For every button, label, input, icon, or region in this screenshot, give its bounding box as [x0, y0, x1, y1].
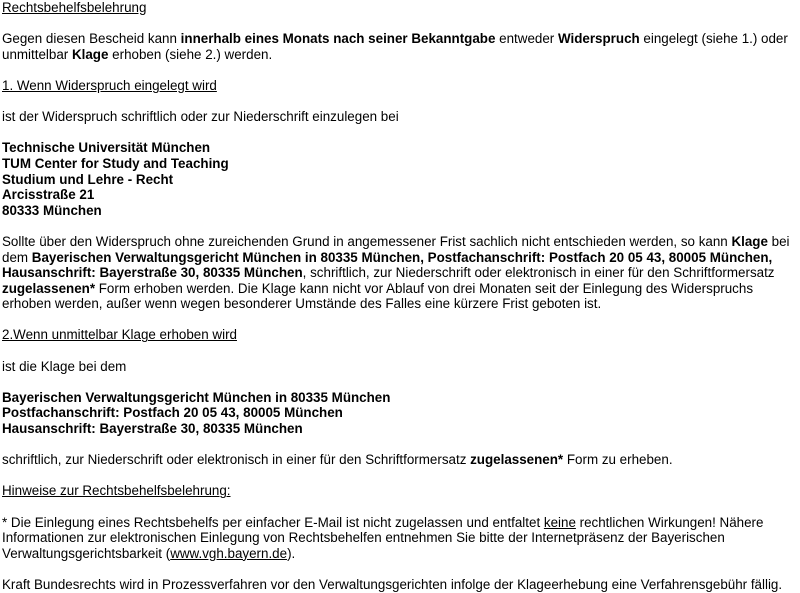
text: * Die Einlegung eines Rechtsbehelfs per einfacher E-Mail ist nicht zugelassen und entfaltet: [2, 514, 544, 530]
emphasis: Klage: [731, 233, 768, 249]
court-address-line: Bayerischen Verwaltungsgericht München in 80335 München: [2, 389, 391, 405]
emphasis: innerhalb eines Monats nach seiner Bekanntgabe: [180, 31, 496, 47]
intro-line-2: [2, 47, 800, 63]
fee-notice: Kraft Bundesrechts wird in Prozessverfahren vor den Verwaltungsgerichten infolge der Klageerhebung eine Verfahrensgebühr fällig.: [2, 576, 783, 592]
text: Form zu erheben.: [563, 452, 673, 468]
section2-heading: 2.Wenn unmittelbar Klage erhoben wird: [2, 327, 237, 343]
text: bei: [767, 233, 790, 249]
emphasis: Hausanschrift: Bayerstraße 30, 80335 München: [2, 265, 303, 281]
text: , schriftlich, zur Niederschrift oder elektronisch in einer für den Schriftformersatz: [302, 265, 775, 281]
section1-paragraph-line-4: [2, 281, 800, 297]
text: Gegen diesen Bescheid kann: [2, 31, 181, 47]
emphasis: zugelassenen*: [2, 280, 96, 296]
legal-remedy-document: [2, 0, 800, 593]
section2-lead: ist die Klage bei dem: [2, 358, 127, 374]
text: Sollte über den Widerspruch ohne zureichenden Grund in angemessener Frist sachlich nicht entschieden werden, so kann: [2, 233, 732, 249]
section1-lead: ist der Widerspruch schriftlich oder zur Niederschrift einzulegen bei: [2, 109, 399, 125]
address-line: 80333 München: [2, 202, 102, 218]
section1-heading: 1. Wenn Widerspruch eingelegt wird: [2, 77, 217, 93]
section2-closing: [2, 452, 800, 468]
hints-line-1: [2, 515, 800, 531]
text: dem: [2, 249, 32, 265]
text: ).: [287, 545, 296, 561]
court-address-line: Hausanschrift: Bayerstraße 30, 80335 München: [2, 421, 303, 437]
underlined-text: keine: [543, 514, 576, 530]
court-address-line: Postfachanschrift: Postfach 20 05 43, 80005 München: [2, 405, 343, 421]
emphasis: Klage: [71, 46, 109, 62]
hints-heading: Hinweise zur Rechtsbehelfsbelehrung:: [2, 483, 231, 499]
text: Form erhoben werden. Die Klage kann nicht vor Ablauf von drei Monaten seit der Einlegung des Widerspruchs: [95, 280, 754, 296]
address-line: Arcisstraße 21: [2, 187, 95, 203]
text: schriftlich, zur Niederschrift oder elektronisch in einer für den Schriftformersatz: [2, 452, 471, 468]
intro-line-1: [2, 31, 800, 47]
vgh-website-link[interactable]: www.vgh.bayern.de: [170, 545, 288, 561]
address-line: Technische Universität München: [2, 140, 211, 156]
section1-paragraph-line-3: [2, 265, 800, 281]
document-title: Rechtsbehelfsbelehrung: [2, 0, 147, 15]
address-line: Studium und Lehre - Recht: [2, 171, 174, 187]
emphasis: Widerspruch: [557, 31, 640, 47]
text: rechtlichen Wirkungen! Nähere: [575, 514, 764, 530]
section1-paragraph-line-2: [2, 250, 800, 266]
section1-paragraph-line-1: [2, 234, 800, 250]
text: erhoben (siehe 2.) werden.: [108, 46, 273, 62]
address-line: TUM Center for Study and Teaching: [2, 155, 229, 171]
text: eingelegt (siehe 1.) oder: [639, 31, 788, 47]
hints-line-2: Informationen zur elektronischen Einlegung von Rechtsbehelfen entnehmen Sie bitte der Internetpräsenz der Bayerischen: [2, 530, 725, 546]
text: unmittelbar: [2, 46, 72, 62]
emphasis: Bayerischen Verwaltungsgericht München in 80335 München, Postfachanschrift: Postfach 20 05 43, 80005 München,: [31, 249, 773, 265]
hints-line-3: [2, 546, 800, 562]
emphasis: zugelassenen*: [470, 452, 564, 468]
section1-paragraph-line-5: erhoben werden, außer wenn wegen besonderer Umstände des Falles eine kürzere Frist geboten ist.: [2, 296, 602, 312]
text: entweder: [495, 31, 558, 47]
text: Verwaltungsgerichtsbarkeit (: [2, 545, 171, 561]
